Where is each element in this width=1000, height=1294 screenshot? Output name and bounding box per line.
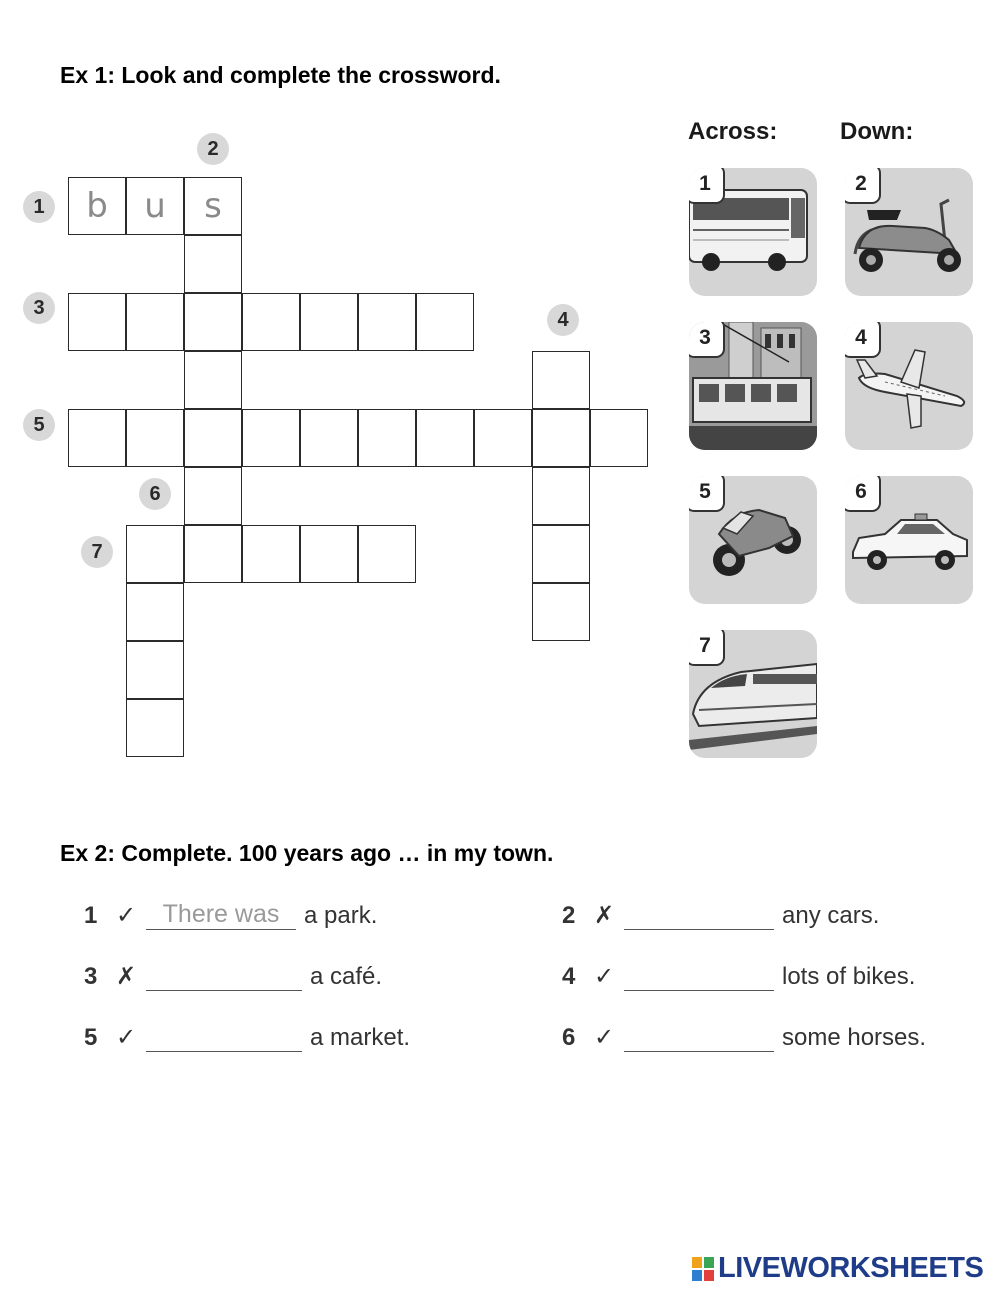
sentence-item-2 [562,894,879,930]
clue-picture-tram [689,322,817,450]
clue-number-1: 1 [23,191,55,223]
clue-picture-scooter [845,168,973,296]
picture-number: 3 [689,322,725,358]
crossword-cell[interactable] [184,235,242,293]
liveworksheets-logo[interactable] [692,1252,983,1285]
sentence-item-6 [562,1016,926,1052]
picture-number: 7 [689,630,725,666]
crossword-cell[interactable] [126,699,184,757]
clue-picture-bus [689,168,817,296]
crossword-cell[interactable] [532,525,590,583]
crossword-cell-1-1[interactable]: b [68,177,126,235]
clue-number-3: 3 [23,292,55,324]
check-mark-icon: ✓ [116,902,137,929]
clue-picture-plane [845,322,973,450]
crossword-cell[interactable] [358,409,416,467]
clue-number-2: 2 [197,133,229,165]
answer-blank[interactable]: There was [146,899,296,930]
logo-icon [692,1257,714,1281]
crossword-cell[interactable] [474,409,532,467]
sentence-text: a café. [310,963,383,990]
crossword-cell[interactable] [300,525,358,583]
across-heading: Across: [688,118,778,145]
clue-number-4: 4 [547,304,579,336]
answer-blank[interactable] [624,960,774,991]
picture-number: 1 [689,168,725,204]
picture-number: 6 [845,476,881,512]
clue-number-5: 5 [23,409,55,441]
clue-number-7: 7 [81,536,113,568]
sentence-text: lots of bikes. [782,963,916,990]
sentence-item-3 [84,955,382,991]
check-mark-icon: ✓ [116,1024,137,1051]
sentence-text: a market. [310,1024,411,1051]
sentence-item-1 [84,894,377,930]
crossword-cell[interactable] [126,583,184,641]
check-mark-icon: ✓ [594,1024,615,1051]
crossword-cell[interactable] [242,409,300,467]
exercise-1-title: Ex 1: Look and complete the crossword. [60,62,501,88]
clue-picture-taxi [845,476,973,604]
item-number: 1 [84,902,98,929]
crossword-cell[interactable] [184,525,242,583]
sentence-text: a park. [304,902,378,929]
logo-text: LIVEWORKSHEETS [718,1252,984,1284]
crossword-cell[interactable] [590,409,648,467]
answer-blank[interactable] [624,1021,774,1052]
crossword-cell[interactable] [532,351,590,409]
picture-number: 2 [845,168,881,204]
item-number: 2 [562,902,576,929]
item-number: 6 [562,1024,576,1051]
crossword-cell[interactable] [184,351,242,409]
answer-blank[interactable] [146,960,302,991]
clue-picture-train [689,630,817,758]
crossword-cell[interactable] [416,293,474,351]
crossword-cell[interactable] [184,467,242,525]
sentence-text: any cars. [782,902,880,929]
item-number: 5 [84,1024,98,1051]
crossword-cell[interactable] [532,467,590,525]
sentence-item-5 [84,1016,410,1052]
crossword-cell[interactable] [242,525,300,583]
clue-number-6: 6 [139,478,171,510]
item-number: 3 [84,963,98,990]
crossword-cell[interactable] [300,293,358,351]
crossword-cell[interactable] [184,409,242,467]
cross-mark-icon: ✗ [116,963,137,990]
crossword-cell[interactable] [416,409,474,467]
down-heading: Down: [840,118,914,145]
crossword-cell[interactable] [358,293,416,351]
crossword-cell[interactable] [532,409,590,467]
crossword-cell[interactable] [300,409,358,467]
crossword-cell[interactable] [126,641,184,699]
crossword-cell[interactable] [126,293,184,351]
crossword-cell[interactable] [68,409,126,467]
crossword-cell[interactable] [532,583,590,641]
sentence-text: some horses. [782,1024,927,1051]
crossword-cell[interactable] [126,525,184,583]
picture-number: 5 [689,476,725,512]
crossword-cell[interactable] [126,409,184,467]
picture-number: 4 [845,322,881,358]
crossword-cell[interactable] [68,293,126,351]
crossword-cell[interactable] [184,293,242,351]
item-number: 4 [562,963,576,990]
exercise-2-title: Ex 2: Complete. 100 years ago … in my town. [60,840,554,866]
crossword-cell-1-2[interactable]: u [126,177,184,235]
cross-mark-icon: ✗ [594,902,615,929]
answer-blank[interactable] [624,899,774,930]
crossword-cell[interactable] [242,293,300,351]
crossword-cell[interactable] [358,525,416,583]
clue-picture-motorbike [689,476,817,604]
answer-blank[interactable] [146,1021,302,1052]
sentence-item-4 [562,955,915,991]
crossword-cell-1-3[interactable]: s [184,177,242,235]
check-mark-icon: ✓ [594,963,615,990]
